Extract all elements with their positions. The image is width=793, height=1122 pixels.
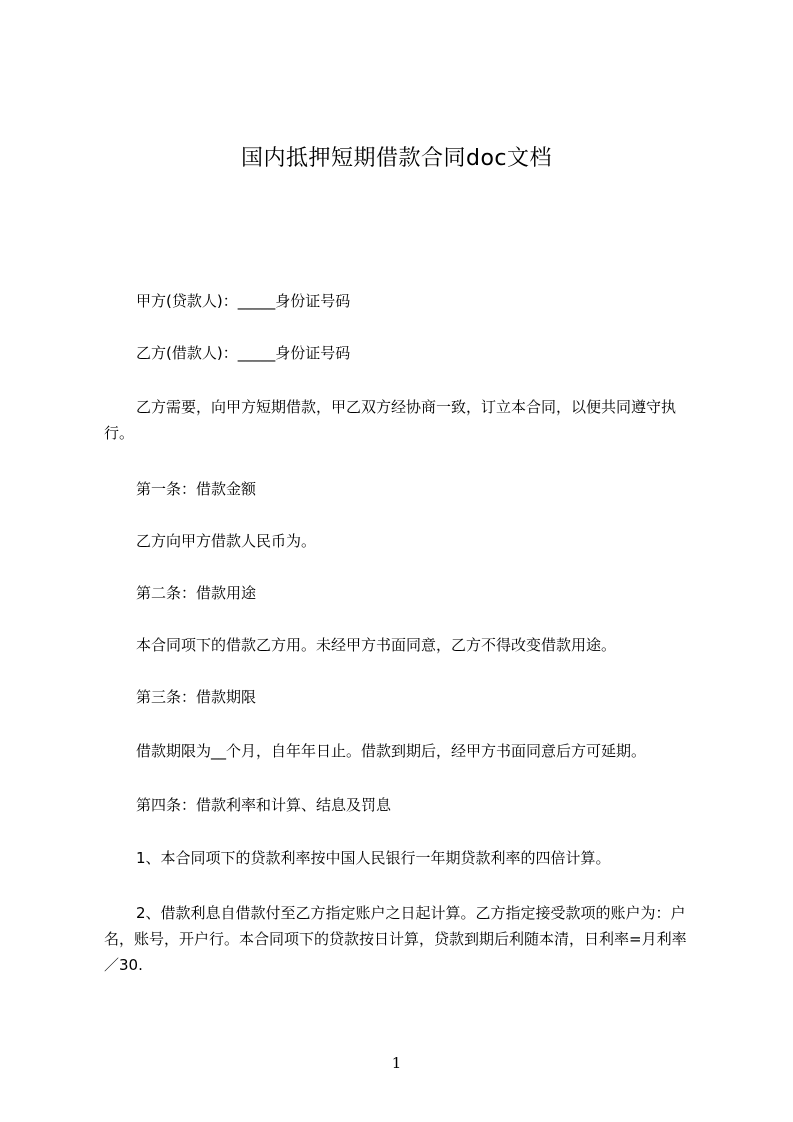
article-4-clause-1: 1、本合同项下的贷款利率按中国人民银行一年期贷款利率的四倍计算。 <box>136 849 611 867</box>
article-4-heading: 第四条：借款利率和计算、结息及罚息 <box>136 796 392 814</box>
party-a-line: 甲方(贷款人)：_____身份证号码 <box>136 292 351 310</box>
article-2-text: 本合同项下的借款乙方用。未经甲方书面同意，乙方不得改变借款用途。 <box>136 636 617 654</box>
article-1-text: 乙方向甲方借款人民币为。 <box>136 532 317 550</box>
preamble-paragraph: 乙方需要，向甲方短期借款，甲乙双方经协商一致，订立本合同，以便共同遵守执行。 <box>104 398 677 442</box>
party-b-line: 乙方(借款人)：_____身份证号码 <box>136 344 351 362</box>
article-4-clause-2: 2、借款利息自借款付至乙方指定账户之日起计算。乙方指定接受款项的账户为：户名，账号，开户行。本合同项下的贷款按日计算，贷款到期后利随本清，日利率=月利率／30. <box>104 904 687 974</box>
article-3-text: 借款期限为__个月，自年年日止。借款到期后，经甲方书面同意后方可延期。 <box>136 742 647 760</box>
page-title: 国内抵押短期借款合同doc文档 <box>240 146 553 171</box>
article-2-heading: 第二条：借款用途 <box>136 584 257 602</box>
page-number: 1 <box>391 1054 402 1072</box>
article-3-heading: 第三条：借款期限 <box>136 688 257 706</box>
article-1-heading: 第一条：借款金额 <box>136 480 257 498</box>
